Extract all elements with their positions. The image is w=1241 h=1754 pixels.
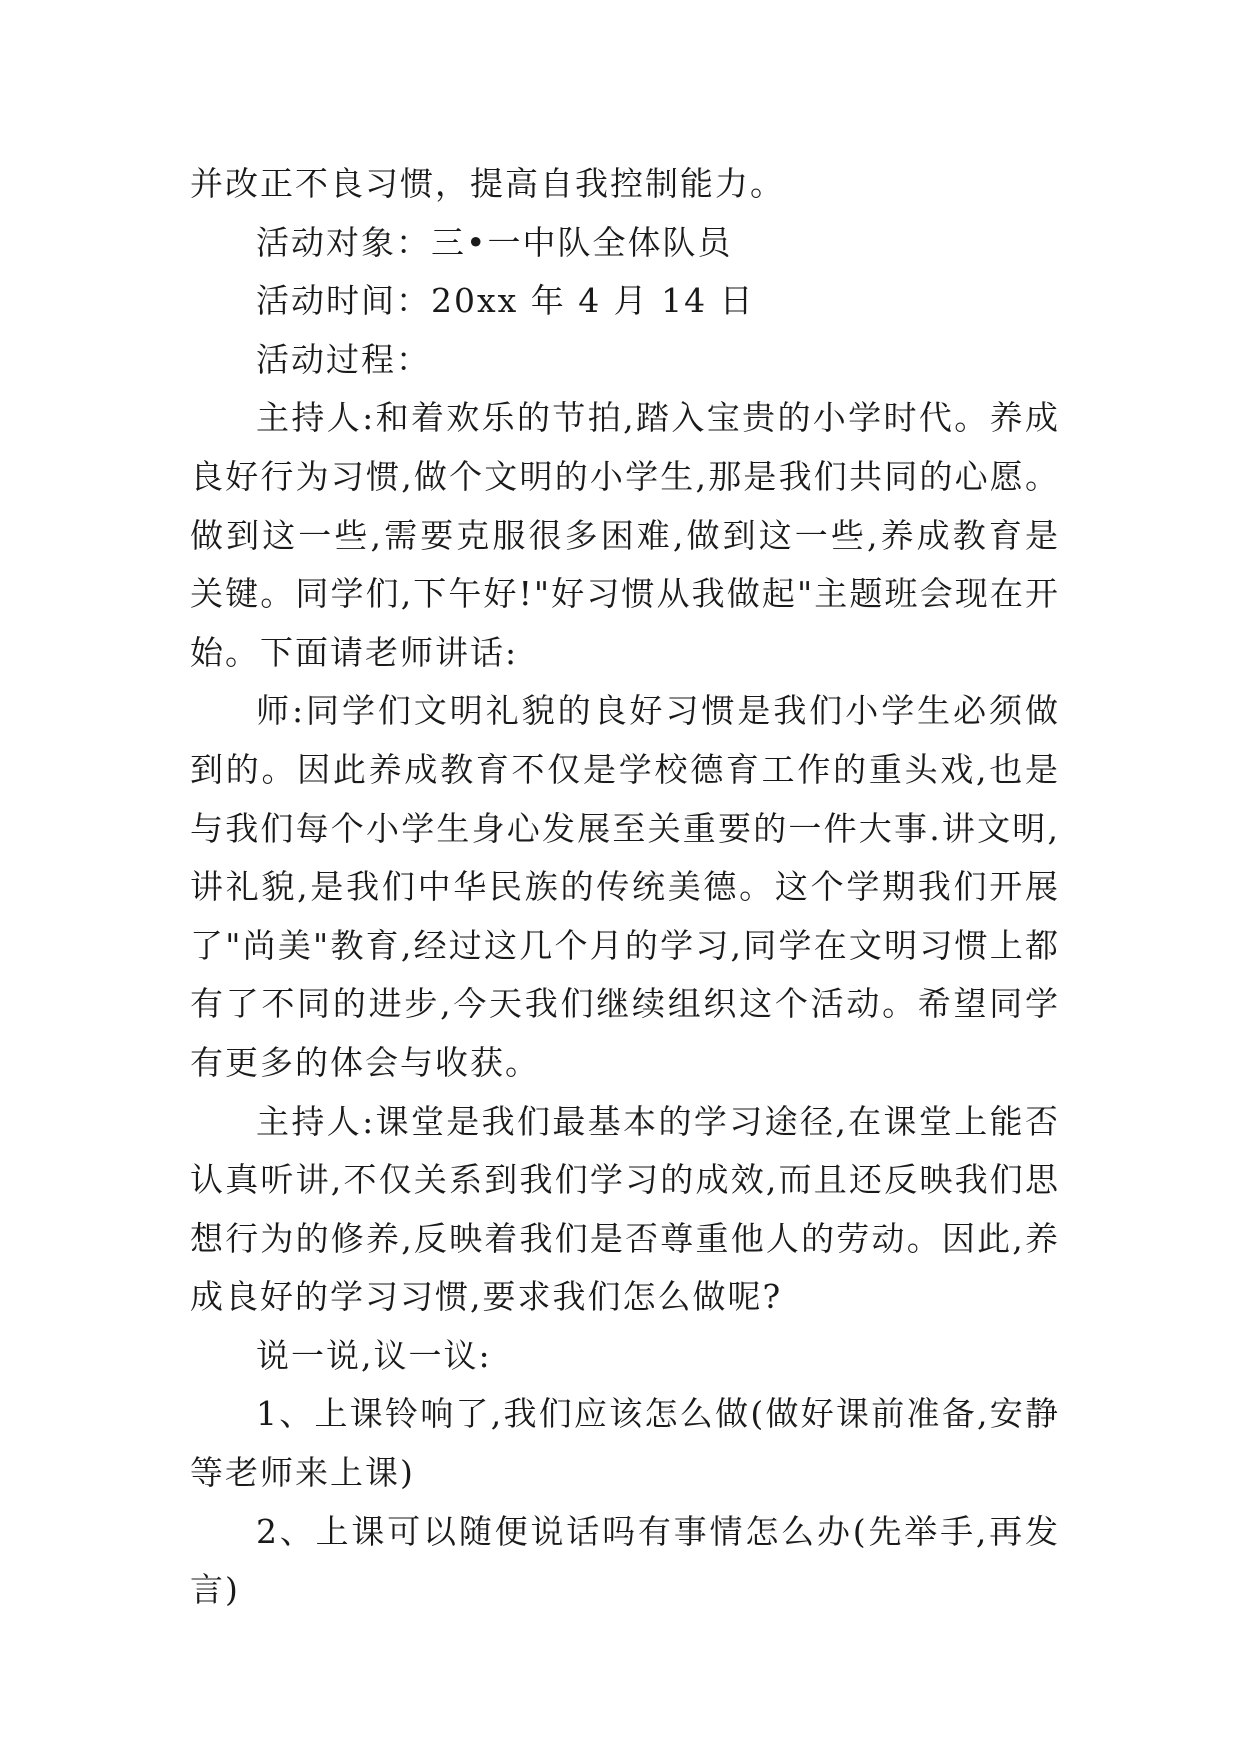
paragraph-host-classroom: 主持人:课堂是我们最基本的学习途径,在课堂上能否认真听讲,不仅关系到我们学习的成效,而且还反映我们思想行为的修养,反映着我们是否尊重他人的劳动。因此,养成良好的学习习惯,要求我们怎么做呢? [190,1101,1060,1317]
paragraph-activity-time: 活动时间：20xx 年 4 月 14 日 [256,281,755,321]
paragraph-host-opening: 主持人:和着欢乐的节拍,踏入宝贵的小学时代。养成良好行为习惯,做个文明的小学生,那是我们共同的心愿。做到这一些,需要克服很多困难,做到这一些,养成教育是关键。同学们,下午好!"好习惯从我做起"主题班会现在开始。下面请老师讲话: [190,398,1060,672]
list-item-1: 1、上课铃响了,我们应该怎么做(做好课前准备,安静等老师来上课) [190,1394,1060,1493]
paragraph-activity-process: 活动过程： [256,339,431,379]
paragraph-teacher-speech: 师:同学们文明礼貌的良好习惯是我们小学生必须做到的。因此养成教育不仅是学校德育工作的重头戏,也是与我们每个小学生身心发展至关重要的一件大事.讲文明,讲礼貌,是我们中华民族的传统美德。这个学期我们开展了"尚美"教育,经过这几个月的学习,同学在文明习惯上都有了不同的进步,今天我们继续组织这个活动。希望同学有更多的体会与收获。 [190,691,1060,1082]
list-item-2: 2、上课可以随便说话吗有事情怎么办(先举手,再发言) [190,1511,1060,1610]
paragraph-activity-target: 活动对象：三•一中队全体队员 [256,222,733,262]
paragraph-continuation: 并改正不良习惯，提高自我控制能力。 [190,164,785,203]
paragraph-discussion-heading: 说一说,议一议: [256,1335,492,1375]
document-body [190,155,1060,1620]
